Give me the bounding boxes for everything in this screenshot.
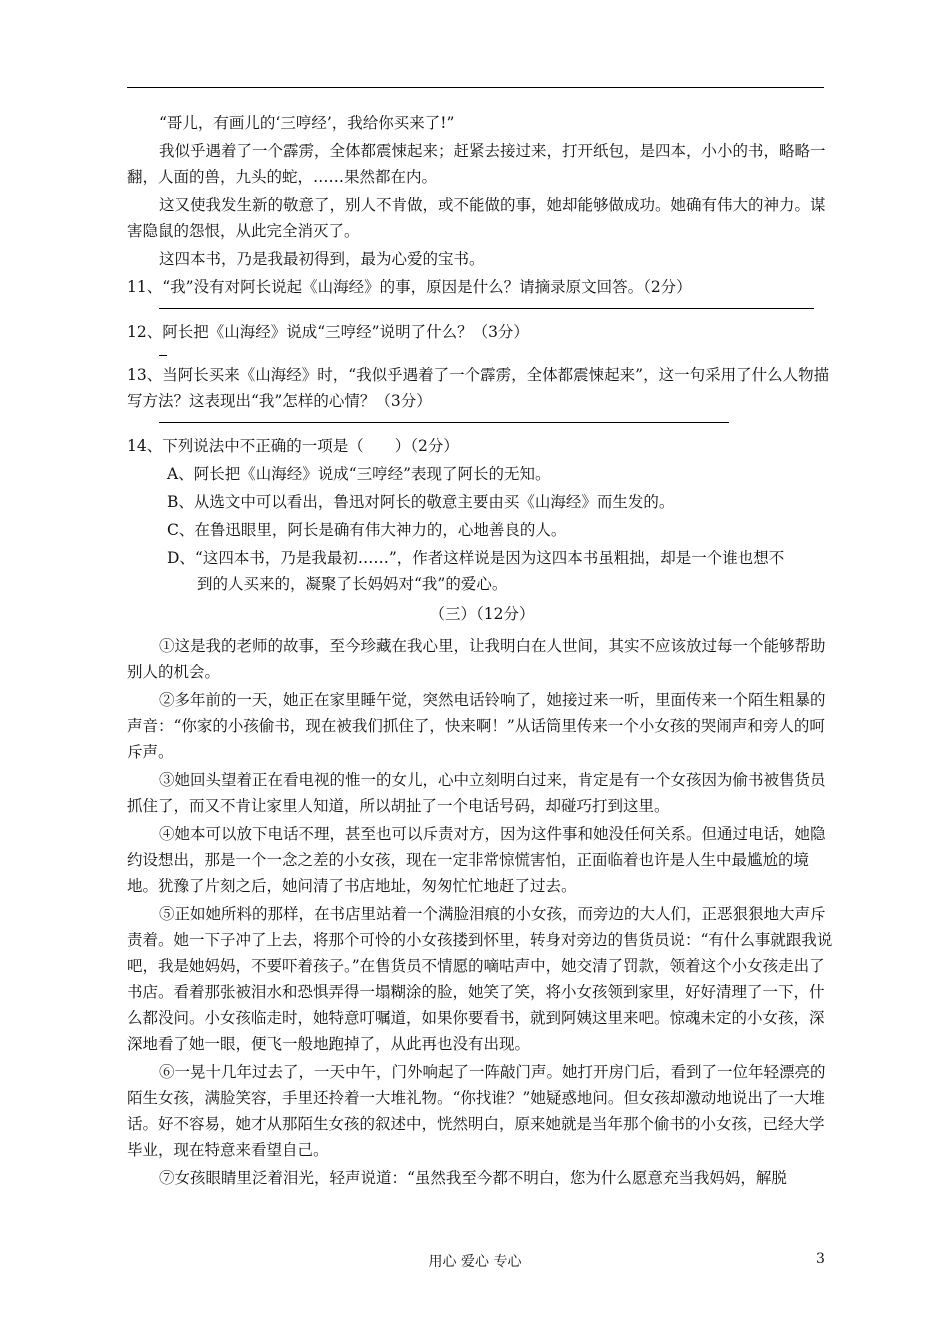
story-paragraph: ①这是我的老师的故事，至今珍藏在我心里，让我明白在人世间，其实不应该放过每一个能够帮助别人的机会。 — [127, 637, 826, 681]
story-paragraph: ⑦女孩眼睛里泛着泪光，轻声说道：“虽然我至今都不明白，您为什么愿意充当我妈妈，解脱 — [159, 1169, 787, 1187]
passage-paragraph: “哥儿，有画儿的‘三哼经’，我给你买来了!” — [159, 114, 455, 132]
story-paragraph: ③她回头望着正在看电视的惟一的女儿，心中立刻明白过来，肯定是有一个女孩因为偷书被售货员抓住了，而又不肯让家里人知道，所以胡扯了一个电话号码，却碰巧打到这里。 — [127, 771, 826, 815]
page-number: 3 — [816, 1251, 825, 1267]
option-c: C、在鲁迅眼里，阿长是确有伟大神力的，心地善良的人。 — [167, 521, 567, 539]
answer-line-12 — [159, 355, 167, 356]
question-11: 11、“我”没有对阿长说起《山海经》的事，原因是什么？请摘录原文回答。（2分） — [127, 278, 692, 296]
header-rule — [127, 87, 824, 88]
passage-paragraph: 我似乎遇着了一个霹雳，全体都震悚起来；赶紧去接过来，打开纸包，是四本，小小的书，略略一翻，人面的兽，九头的蛇，……果然都在内。 — [127, 142, 826, 186]
question-13: 13、当阿长买来《山海经》时，“我似乎遇着了一个霹雳，全体都震悚起来”，这一句采用了什么人物描写方法？这表现出“我”怎样的心情？（3分） — [127, 366, 830, 410]
story-paragraph: ⑤正如她所料的那样，在书店里站着一个满脸泪痕的小女孩，而旁边的大人们，正恶狠狠地大声斥责着。她一下子冲了上去，将那个可怜的小女孩搂到怀里，转身对旁边的售货员说：“有什么事就跟我说吧，我是她妈妈，不要吓着孩子。”在售货员不情愿的嘀咕声中，她交清了罚款，领着这个小女孩走出了书店。看着那张被泪水和恐惧弄得一塌糊涂的脸，她笑了笑，将小女孩领到家里，好好清理了一下，什么都没问。小女孩临走时，她特意叮嘱道，如果你要看书，就到阿姨这里来吧。惊魂未定的小女孩，深深地看了她一眼，便飞一般地跑掉了，从此再也没有出现。 — [127, 905, 833, 1053]
option-a: A、阿长把《山海经》说成“三哼经”表现了阿长的无知。 — [167, 465, 551, 483]
answer-line-11 — [159, 308, 814, 309]
footer-slogan: 用心 爱心 专心 — [428, 1254, 522, 1270]
page-content — [127, 110, 837, 1193]
story-paragraph: ②多年前的一天，她正在家里睡午觉，突然电话铃响了，她接过来一听，里面传来一个陌生粗暴的声音：“你家的小孩偷书，现在被我们抓住了，快来啊！”从话筒里传来一个小女孩的哭闹声和旁人的呵斥声。 — [127, 691, 826, 761]
option-d — [167, 545, 837, 597]
story-paragraph: ⑥一晃十几年过去了，一天中午，门外响起了一阵敲门声。她打开房门后，看到了一位年轻漂亮的陌生女孩，满脸笑容，手里还拎着一大堆礼物。“你找谁？”她疑惑地问。但女孩却激动地说出了一大堆话。好不容易，她才从那陌生女孩的叙述中，恍然明白，原来她就是当年那个偷书的小女孩，已经大学毕业，现在特意来看望自己。 — [127, 1063, 826, 1159]
question-12: 12、阿长把《山海经》说成“三哼经”说明了什么？（3分） — [127, 323, 529, 341]
option-d-line1: D、“这四本书，乃是我最初……”，作者这样说是因为这四本书虽粗拙，却是一个谁也想不 — [167, 549, 785, 567]
option-d-line2: 到的人买来的，凝聚了长妈妈对“我”的爱心。 — [197, 575, 508, 593]
passage-paragraph: 这又使我发生新的敬意了，别人不肯做，或不能做的事，她却能够做成功。她确有伟大的神力。谋害隐鼠的怨恨，从此完全消灭了。 — [127, 196, 826, 240]
question-14: 14、下列说法中不正确的一项是（ ）（2分） — [127, 437, 459, 455]
story-paragraph: ④她本可以放下电话不理，甚至也可以斥责对方，因为这件事和她没任何关系。但通过电话，她隐约设想出，那是一个一念之差的小女孩，现在一定非常惊慌害怕，正面临着也许是人生中最尴尬的境地。犹豫了片刻之后，她问清了书店地址，匆匆忙忙地赶了过去。 — [127, 825, 826, 895]
answer-line-13 — [159, 422, 729, 423]
section-three-title: （三）（12分） — [429, 605, 535, 623]
passage-paragraph: 这四本书，乃是我最初得到，最为心爱的宝书。 — [159, 250, 485, 268]
option-b: B、从选文中可以看出，鲁迅对阿长的敬意主要由买《山海经》而生发的。 — [167, 493, 675, 511]
